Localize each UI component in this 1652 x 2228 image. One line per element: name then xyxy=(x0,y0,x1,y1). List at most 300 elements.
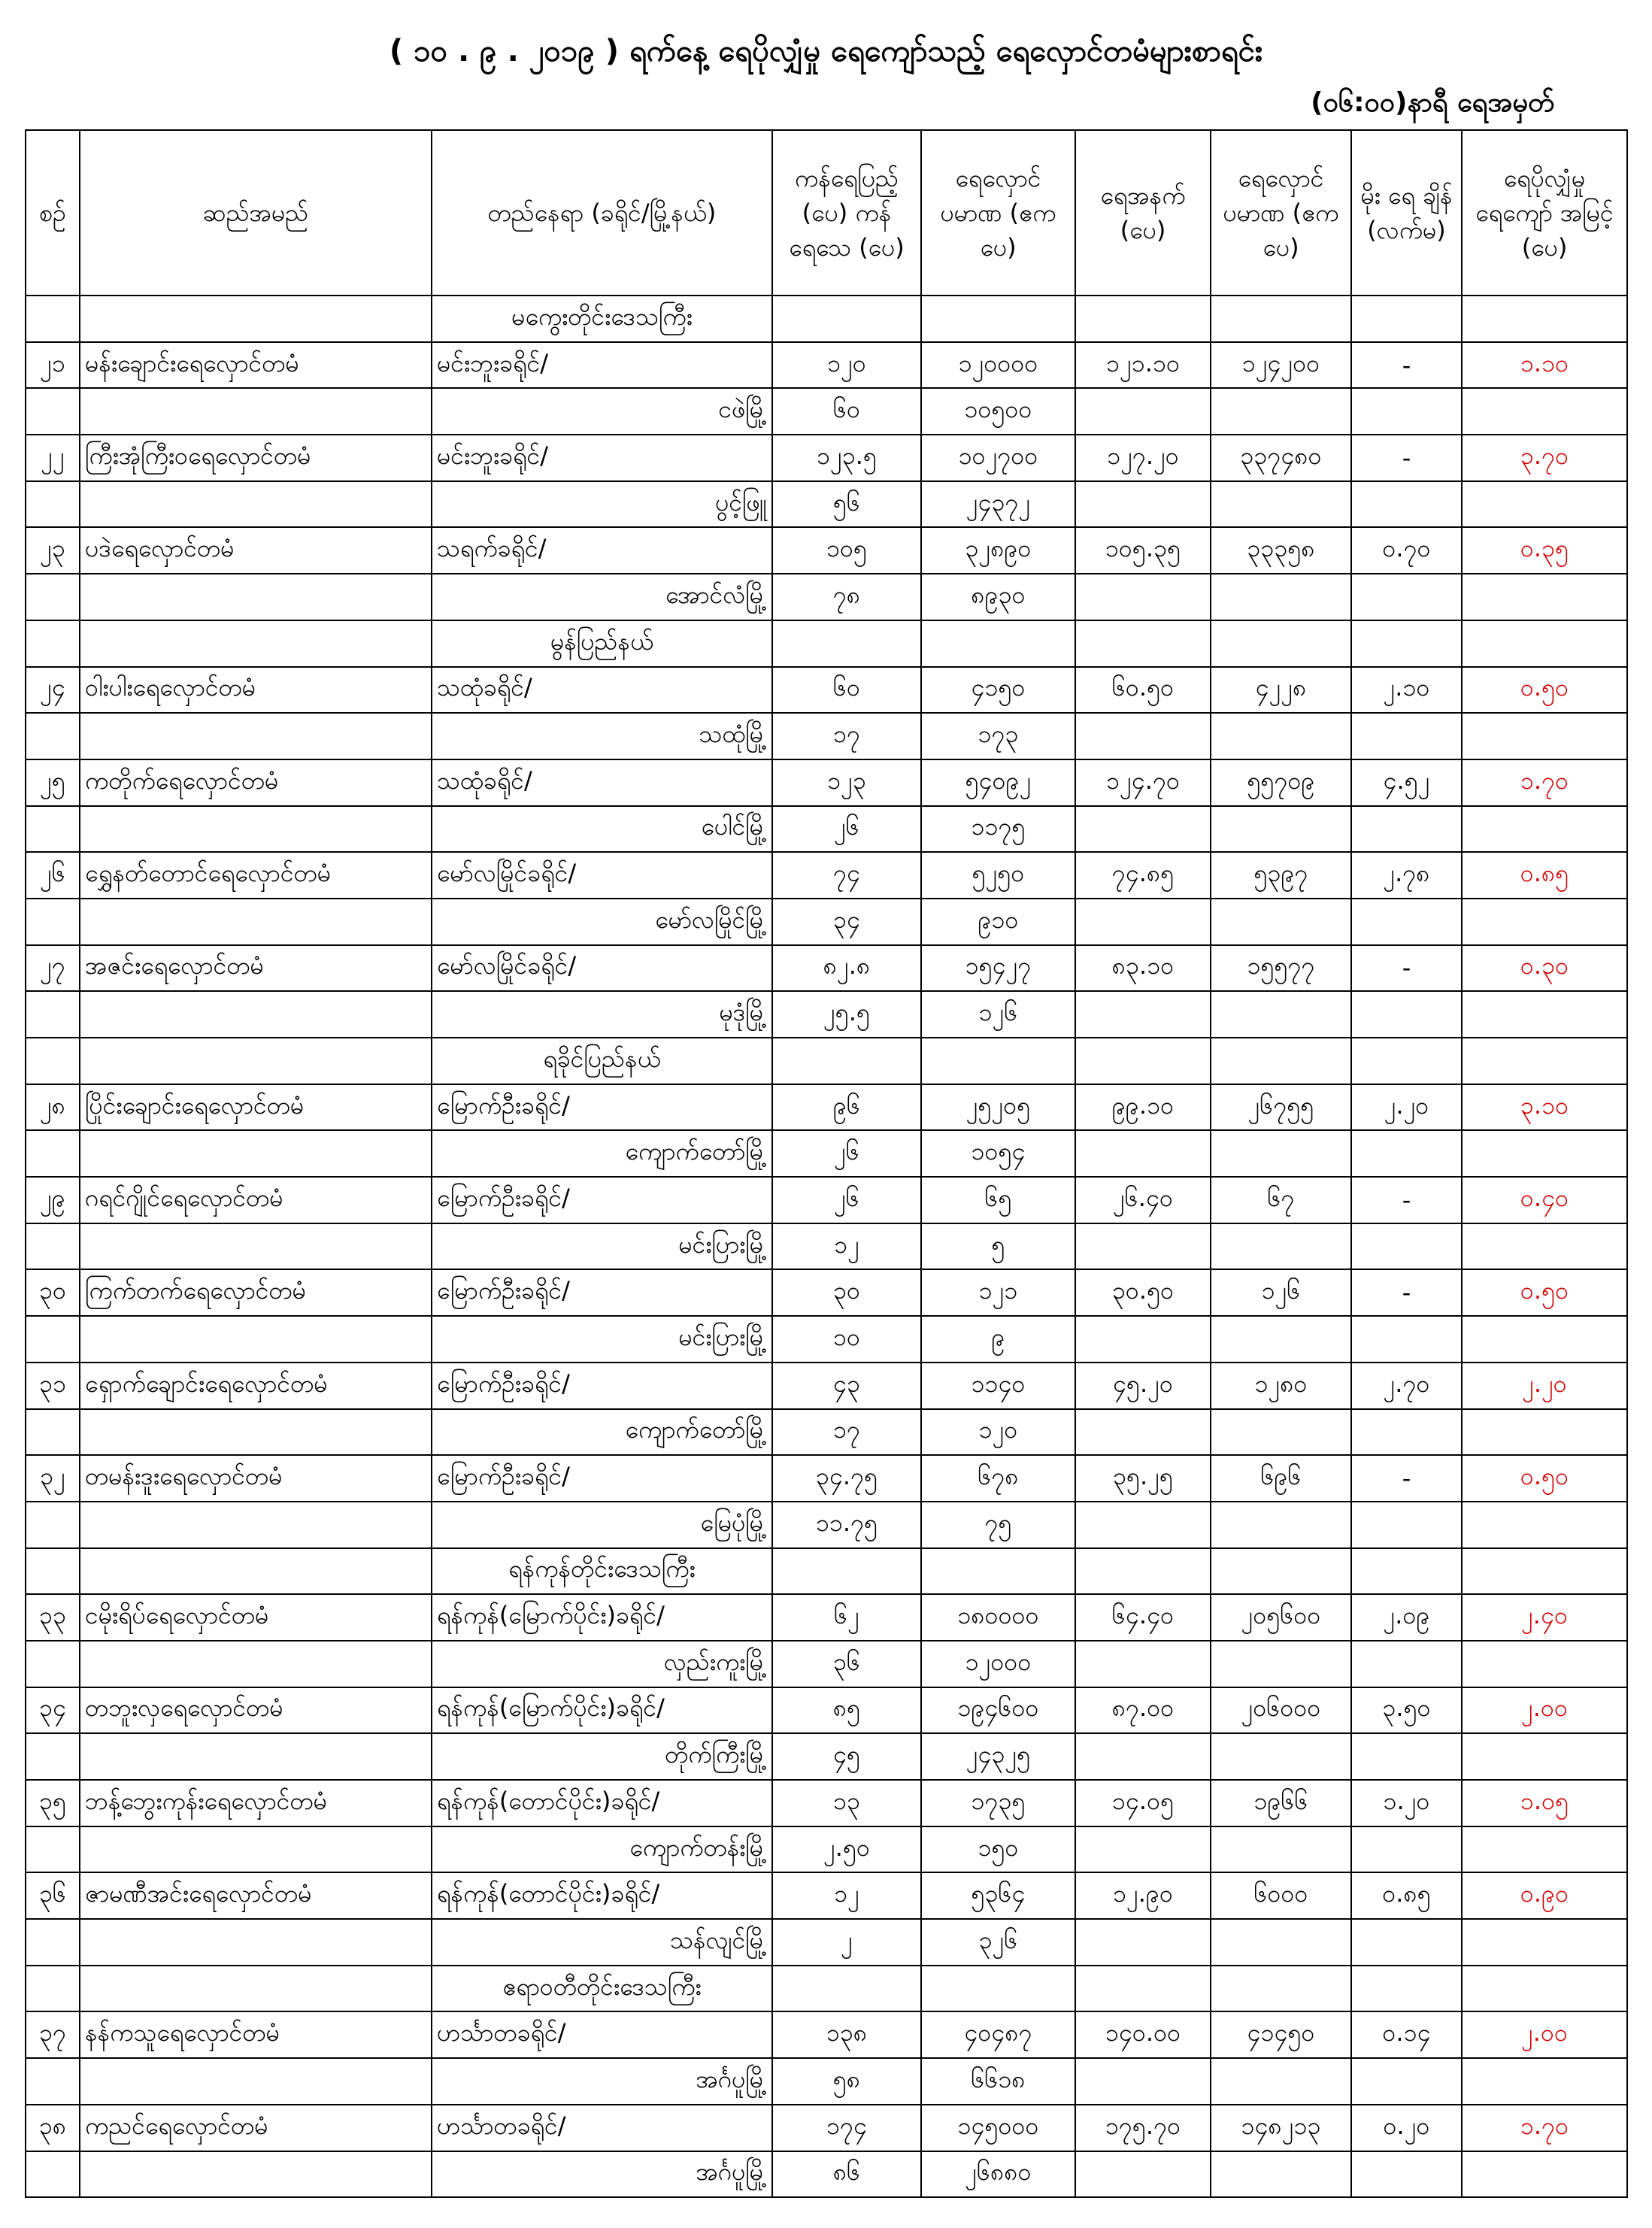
dead-level: ၁၇ xyxy=(772,713,921,759)
empty-cell xyxy=(1211,2151,1351,2198)
district: မင်းဘူးခရိုင်/ xyxy=(432,342,772,389)
full-level: ၇၄ xyxy=(772,852,921,899)
dead-storage: ၈၉၃၀ xyxy=(921,574,1075,620)
empty-cell xyxy=(1351,1316,1462,1363)
serial-number: ၂၇ xyxy=(26,945,80,992)
serial-number: ၃၀ xyxy=(26,1269,80,1316)
region-row xyxy=(26,620,1627,667)
table-subrow xyxy=(26,1502,1627,1548)
empty-cell xyxy=(1351,388,1462,435)
full-level: ၂၆ xyxy=(772,1177,921,1223)
empty-cell xyxy=(26,2151,80,2198)
table-header-row xyxy=(26,130,1627,296)
rainfall: ၂.၂၀ xyxy=(1351,1084,1462,1131)
empty-cell xyxy=(1075,1733,1211,1780)
empty-cell xyxy=(1462,481,1627,528)
current-storage: ၂၀၅၆၀၀ xyxy=(1211,1594,1351,1641)
storage-volume: ၁၄၅၀၀၀ xyxy=(921,2105,1075,2151)
serial-number: ၂၃ xyxy=(26,527,80,574)
district: သရက်ခရိုင်/ xyxy=(432,527,772,574)
empty-cell xyxy=(1462,2058,1627,2105)
empty-cell xyxy=(1351,574,1462,620)
township: အင်္ဂပူမြို့ xyxy=(432,2058,772,2105)
table-subrow xyxy=(26,713,1627,759)
region-row xyxy=(26,1966,1627,2012)
region-label: ဧရာဝတီတိုင်းဒေသကြီး xyxy=(432,1966,772,2012)
township: အင်္ဂပူမြို့ xyxy=(432,2151,772,2198)
table-row xyxy=(26,1455,1627,1502)
district: မြောက်ဦးခရိုင်/ xyxy=(432,1084,772,1131)
empty-cell xyxy=(26,1409,80,1456)
dam-name: ကညင်ရေလှောင်တမံ xyxy=(80,2105,432,2151)
table-row xyxy=(26,2105,1627,2151)
empty-cell xyxy=(1075,991,1211,1038)
table-subrow xyxy=(26,899,1627,945)
water-depth: ၁၄၀.၀၀ xyxy=(1075,2011,1211,2058)
dead-level: ၅၈ xyxy=(772,2058,921,2105)
current-storage: ၆၀၀၀ xyxy=(1211,1872,1351,1919)
table-row xyxy=(26,1872,1627,1919)
full-level: ၈၅ xyxy=(772,1687,921,1734)
empty-cell xyxy=(1075,620,1211,667)
empty-cell xyxy=(80,2151,432,2198)
serial-number: ၃၈ xyxy=(26,2105,80,2151)
district: ရန်ကုန်(တောင်ပိုင်း)ခရိုင်/ xyxy=(432,1780,772,1826)
dead-storage: ၁၂၆ xyxy=(921,991,1075,1038)
table-row xyxy=(26,527,1627,574)
water-depth: ၃၀.၅၀ xyxy=(1075,1269,1211,1316)
region-label: ရန်ကုန်တိုင်းဒေသကြီး xyxy=(432,1548,772,1595)
overflow-height: ၂.၀၀ xyxy=(1462,2011,1627,2058)
district: မင်းဘူးခရိုင်/ xyxy=(432,435,772,481)
water-depth: ၈၇.၀၀ xyxy=(1075,1687,1211,1734)
serial-number: ၃၅ xyxy=(26,1780,80,1826)
header-serial: စဉ် xyxy=(26,130,80,296)
empty-cell xyxy=(26,1316,80,1363)
header-full-level: ကန်ရေပြည့် (ပေ) ကန်ရေသေ (ပေ) xyxy=(772,130,921,296)
current-storage: ၁၄၈၂၁၃ xyxy=(1211,2105,1351,2151)
empty-cell xyxy=(1462,806,1627,853)
district: မြောက်ဦးခရိုင်/ xyxy=(432,1363,772,1409)
header-current-storage: ရေလှောင် ပမာဏ (ဧကပေ) xyxy=(1211,130,1351,296)
rainfall: ၂.၁၀ xyxy=(1351,667,1462,714)
empty-cell xyxy=(1462,1733,1627,1780)
current-storage: ၆၇ xyxy=(1211,1177,1351,1223)
empty-cell xyxy=(772,620,921,667)
empty-cell xyxy=(1462,1223,1627,1270)
rainfall: ၀.၂၀ xyxy=(1351,2105,1462,2151)
empty-cell xyxy=(26,1223,80,1270)
current-storage: ၂၆၇၅၅ xyxy=(1211,1084,1351,1131)
empty-cell xyxy=(921,1966,1075,2012)
full-level: ၁၇၄ xyxy=(772,2105,921,2151)
dead-storage: ၂၄၃၂၅ xyxy=(921,1733,1075,1780)
dead-level: ၂၅.၅ xyxy=(772,991,921,1038)
full-level: ၈၂.၈ xyxy=(772,945,921,992)
water-depth: ၁၂.၉၀ xyxy=(1075,1872,1211,1919)
township: မုဒုံမြို့ xyxy=(432,991,772,1038)
empty-cell xyxy=(80,1919,432,1966)
empty-cell xyxy=(80,1223,432,1270)
district: ဟင်္သာတခရိုင်/ xyxy=(432,2105,772,2151)
empty-cell xyxy=(26,481,80,528)
township: ငဖဲမြို့ xyxy=(432,388,772,435)
empty-cell xyxy=(1351,806,1462,853)
empty-cell xyxy=(1351,2058,1462,2105)
table-subrow xyxy=(26,1130,1627,1177)
serial-number: ၃၁ xyxy=(26,1363,80,1409)
dead-storage: ၁၅၀ xyxy=(921,1826,1075,1873)
dam-name: ဘန့်ဘွေးကုန်းရေလှောင်တမံ xyxy=(80,1780,432,1826)
rainfall: - xyxy=(1351,1455,1462,1502)
water-depth: ၁၄.၀၅ xyxy=(1075,1780,1211,1826)
empty-cell xyxy=(1462,1316,1627,1363)
overflow-height: ၁.၁၀ xyxy=(1462,342,1627,389)
overflow-height: ၀.၈၅ xyxy=(1462,852,1627,899)
rainfall: ၂.၇၀ xyxy=(1351,1363,1462,1409)
empty-cell xyxy=(1211,1826,1351,1873)
overflow-height: ၀.၄၀ xyxy=(1462,1177,1627,1223)
current-storage: ၅၅၇၀၉ xyxy=(1211,759,1351,806)
serial-number: ၂၅ xyxy=(26,759,80,806)
overflow-height: ၁.၇၀ xyxy=(1462,2105,1627,2151)
table-subrow xyxy=(26,574,1627,620)
empty-cell xyxy=(26,1038,80,1084)
table-subrow xyxy=(26,1641,1627,1687)
rainfall: - xyxy=(1351,435,1462,481)
empty-cell xyxy=(1075,574,1211,620)
region-label: မကွေးတိုင်းဒေသကြီး xyxy=(432,296,772,342)
storage-volume: ၆၅ xyxy=(921,1177,1075,1223)
empty-cell xyxy=(26,620,80,667)
region-row xyxy=(26,296,1627,342)
header-storage: ရေလှောင် ပမာဏ (ဧကပေ) xyxy=(921,130,1075,296)
empty-cell xyxy=(1211,574,1351,620)
rainfall: ၄.၅၂ xyxy=(1351,759,1462,806)
empty-cell xyxy=(1075,1641,1211,1687)
water-depth: ၉၉.၁၀ xyxy=(1075,1084,1211,1131)
storage-volume: ၄၀၄၈၇ xyxy=(921,2011,1075,2058)
table-subrow xyxy=(26,1316,1627,1363)
dam-name: ဇာမဏီအင်းရေလှောင်တမံ xyxy=(80,1872,432,1919)
empty-cell xyxy=(80,620,432,667)
overflow-height: ၀.၃၀ xyxy=(1462,945,1627,992)
dead-storage: ၅ xyxy=(921,1223,1075,1270)
table-row xyxy=(26,1084,1627,1131)
empty-cell xyxy=(26,1919,80,1966)
township: သထုံမြို့ xyxy=(432,713,772,759)
township: ကျောက်တန်းမြို့ xyxy=(432,1826,772,1873)
empty-cell xyxy=(1211,806,1351,853)
rainfall: ၀.၇၀ xyxy=(1351,527,1462,574)
township: မြေပုံမြို့ xyxy=(432,1502,772,1548)
dead-level: ၃၄ xyxy=(772,899,921,945)
dead-storage: ၁၇၃ xyxy=(921,713,1075,759)
empty-cell xyxy=(1211,991,1351,1038)
empty-cell xyxy=(1351,296,1462,342)
empty-cell xyxy=(1075,806,1211,853)
empty-cell xyxy=(26,1966,80,2012)
township: မော်လမြိုင်မြို့ xyxy=(432,899,772,945)
full-level: ၃၀ xyxy=(772,1269,921,1316)
storage-volume: ၁၁၄၀ xyxy=(921,1363,1075,1409)
dam-name: အဇင်းရေလှောင်တမံ xyxy=(80,945,432,992)
empty-cell xyxy=(1211,481,1351,528)
empty-cell xyxy=(1351,1966,1462,2012)
water-depth: ၁၂၁.၁၀ xyxy=(1075,342,1211,389)
empty-cell xyxy=(80,1548,432,1595)
page-title: ( ၁၀ . ၉ . ၂၀၁၉ ) ရက်နေ့ ရေပိုလျှံမှု ရေကျော်သည့် ရေလှောင်တမံများစာရင်း xyxy=(389,34,1263,68)
empty-cell xyxy=(1211,1919,1351,1966)
empty-cell xyxy=(1351,1548,1462,1595)
empty-cell xyxy=(26,2058,80,2105)
empty-cell xyxy=(1075,1919,1211,1966)
rainfall: ၃.၅၀ xyxy=(1351,1687,1462,1734)
water-depth: ၁၂၄.၇၀ xyxy=(1075,759,1211,806)
empty-cell xyxy=(1462,574,1627,620)
empty-cell xyxy=(1075,2151,1211,2198)
township: မင်းပြားမြို့ xyxy=(432,1316,772,1363)
header-overflow: ရေပိုလျှံမှု ရေကျော် အမြင့် (ပေ) xyxy=(1462,130,1627,296)
dead-storage: ၉၁၀ xyxy=(921,899,1075,945)
empty-cell xyxy=(772,296,921,342)
empty-cell xyxy=(26,1130,80,1177)
dead-level: ၂ xyxy=(772,1919,921,1966)
full-level: ၁၂၀ xyxy=(772,342,921,389)
dead-level: ၄၅ xyxy=(772,1733,921,1780)
overflow-height: ၁.၇၀ xyxy=(1462,759,1627,806)
overflow-height: ၀.၃၅ xyxy=(1462,527,1627,574)
dead-level: ၁၁.၇၅ xyxy=(772,1502,921,1548)
current-storage: ၃၃၇၄၈၀ xyxy=(1211,435,1351,481)
dam-name: မန်းချောင်းရေလှောင်တမံ xyxy=(80,342,432,389)
dead-storage: ၁၁၇၅ xyxy=(921,806,1075,853)
table-subrow xyxy=(26,1919,1627,1966)
dead-storage: ၁၂၀ xyxy=(921,1409,1075,1456)
district: မော်လမြိုင်ခရိုင်/ xyxy=(432,852,772,899)
empty-cell xyxy=(80,296,432,342)
rainfall: ၁.၂၀ xyxy=(1351,1780,1462,1826)
rainfall: ၀.၁၄ xyxy=(1351,2011,1462,2058)
empty-cell xyxy=(1351,899,1462,945)
empty-cell xyxy=(80,1316,432,1363)
dam-name: တမန်းဒူးရေလှောင်တမံ xyxy=(80,1455,432,1502)
storage-volume: ၁၂၁ xyxy=(921,1269,1075,1316)
table-row xyxy=(26,759,1627,806)
full-level: ၃၄.၇၅ xyxy=(772,1455,921,1502)
dead-level: ၇၈ xyxy=(772,574,921,620)
empty-cell xyxy=(26,388,80,435)
empty-cell xyxy=(26,806,80,853)
empty-cell xyxy=(1211,1316,1351,1363)
empty-cell xyxy=(80,1826,432,1873)
storage-volume: ၅၄၀၉၂ xyxy=(921,759,1075,806)
table-subrow xyxy=(26,991,1627,1038)
overflow-height: ၂.၂၀ xyxy=(1462,1363,1627,1409)
storage-volume: ၃၂၈၉၀ xyxy=(921,527,1075,574)
empty-cell xyxy=(1075,1223,1211,1270)
empty-cell xyxy=(80,899,432,945)
current-storage: ၁၅၅၇၇ xyxy=(1211,945,1351,992)
dead-storage: ၇၅ xyxy=(921,1502,1075,1548)
empty-cell xyxy=(80,1641,432,1687)
dead-storage: ၂၆၈၈၀ xyxy=(921,2151,1075,2198)
water-depth: ၆၄.၄၀ xyxy=(1075,1594,1211,1641)
rainfall: ၂.၇၈ xyxy=(1351,852,1462,899)
table-row xyxy=(26,1363,1627,1409)
township: ပေါင်မြို့ xyxy=(432,806,772,853)
dead-level: ၆၀ xyxy=(772,388,921,435)
empty-cell xyxy=(80,1502,432,1548)
dead-level: ၁၀ xyxy=(772,1316,921,1363)
dam-name: ရှောက်ချောင်းရေလှောင်တမံ xyxy=(80,1363,432,1409)
dead-storage: ၁၀၅၄ xyxy=(921,1130,1075,1177)
empty-cell xyxy=(80,574,432,620)
empty-cell xyxy=(1211,1641,1351,1687)
empty-cell xyxy=(1351,1733,1462,1780)
table-subrow xyxy=(26,1223,1627,1270)
empty-cell xyxy=(26,991,80,1038)
dam-name: ကတိုက်ရေလှောင်တမံ xyxy=(80,759,432,806)
empty-cell xyxy=(1075,1409,1211,1456)
empty-cell xyxy=(1462,2151,1627,2198)
township: ကျောက်တော်မြို့ xyxy=(432,1130,772,1177)
serial-number: ၃၇ xyxy=(26,2011,80,2058)
empty-cell xyxy=(1351,1641,1462,1687)
empty-cell xyxy=(1211,1223,1351,1270)
empty-cell xyxy=(26,296,80,342)
header-dam-name: ဆည်အမည် xyxy=(80,130,432,296)
full-level: ၁၂ xyxy=(772,1872,921,1919)
table-subrow xyxy=(26,1733,1627,1780)
empty-cell xyxy=(26,1641,80,1687)
empty-cell xyxy=(80,713,432,759)
empty-cell xyxy=(1075,1502,1211,1548)
storage-volume: ၄၁၅၀ xyxy=(921,667,1075,714)
dead-level: ၂၆ xyxy=(772,806,921,853)
district: မြောက်ဦးခရိုင်/ xyxy=(432,1455,772,1502)
empty-cell xyxy=(1462,1919,1627,1966)
region-label: ရခိုင်ပြည်နယ် xyxy=(432,1038,772,1084)
empty-cell xyxy=(1351,991,1462,1038)
serial-number: ၂၆ xyxy=(26,852,80,899)
storage-volume: ၁၂၀၀၀၀ xyxy=(921,342,1075,389)
serial-number: ၂၁ xyxy=(26,342,80,389)
table-row xyxy=(26,1780,1627,1826)
empty-cell xyxy=(1211,2058,1351,2105)
table-row xyxy=(26,1687,1627,1734)
current-storage: ၃၃၃၅၈ xyxy=(1211,527,1351,574)
empty-cell xyxy=(1462,1038,1627,1084)
empty-cell xyxy=(1462,1966,1627,2012)
storage-volume: ၁၇၃၅ xyxy=(921,1780,1075,1826)
table-row xyxy=(26,1594,1627,1641)
dead-storage: ၂၄၃၇၂ xyxy=(921,481,1075,528)
region-row xyxy=(26,1038,1627,1084)
empty-cell xyxy=(26,1826,80,1873)
empty-cell xyxy=(1075,1966,1211,2012)
empty-cell xyxy=(1075,899,1211,945)
overflow-height: ၀.၅၀ xyxy=(1462,667,1627,714)
empty-cell xyxy=(1211,620,1351,667)
empty-cell xyxy=(1075,1316,1211,1363)
rainfall: - xyxy=(1351,342,1462,389)
table-row xyxy=(26,2011,1627,2058)
table-subrow xyxy=(26,1826,1627,1873)
table-subrow xyxy=(26,481,1627,528)
reservoir-table xyxy=(25,129,1628,2198)
water-depth: ၁၂၇.၂၀ xyxy=(1075,435,1211,481)
empty-cell xyxy=(26,899,80,945)
township: သန်လျင်မြို့ xyxy=(432,1919,772,1966)
empty-cell xyxy=(1462,1548,1627,1595)
serial-number: ၂၉ xyxy=(26,1177,80,1223)
township: ကျောက်တော်မြို့ xyxy=(432,1409,772,1456)
empty-cell xyxy=(772,1038,921,1084)
township: တိုက်ကြီးမြို့ xyxy=(432,1733,772,1780)
empty-cell xyxy=(1462,296,1627,342)
district: မြောက်ဦးခရိုင်/ xyxy=(432,1269,772,1316)
empty-cell xyxy=(1462,713,1627,759)
table-row xyxy=(26,342,1627,389)
full-level: ၁၃၈ xyxy=(772,2011,921,2058)
table-row xyxy=(26,1177,1627,1223)
district: ရန်ကုန်(မြောက်ပိုင်း)ခရိုင်/ xyxy=(432,1687,772,1734)
empty-cell xyxy=(1351,481,1462,528)
empty-cell xyxy=(1211,296,1351,342)
serial-number: ၃၆ xyxy=(26,1872,80,1919)
empty-cell xyxy=(1075,1548,1211,1595)
empty-cell xyxy=(921,620,1075,667)
rainfall: ၀.၈၅ xyxy=(1351,1872,1462,1919)
empty-cell xyxy=(1211,1502,1351,1548)
empty-cell xyxy=(1351,1130,1462,1177)
table-subrow xyxy=(26,806,1627,853)
water-depth: ၈၃.၁၀ xyxy=(1075,945,1211,992)
empty-cell xyxy=(1211,1130,1351,1177)
empty-cell xyxy=(921,1548,1075,1595)
district: သထုံခရိုင်/ xyxy=(432,759,772,806)
empty-cell xyxy=(1462,1130,1627,1177)
dam-name: ဝါးပါးရေလှောင်တမံ xyxy=(80,667,432,714)
serial-number: ၂၄ xyxy=(26,667,80,714)
dead-level: ၂၆ xyxy=(772,1130,921,1177)
empty-cell xyxy=(80,1733,432,1780)
region-label: မွန်ပြည်နယ် xyxy=(432,620,772,667)
storage-volume: ၁၀၂၇၀၀ xyxy=(921,435,1075,481)
district: ဟင်္သာတခရိုင်/ xyxy=(432,2011,772,2058)
table-row xyxy=(26,945,1627,992)
water-depth: ၇၄.၈၅ xyxy=(1075,852,1211,899)
header-depth: ရေအနက် (ပေ) xyxy=(1075,130,1211,296)
empty-cell xyxy=(80,481,432,528)
empty-cell xyxy=(1462,1502,1627,1548)
empty-cell xyxy=(80,991,432,1038)
empty-cell xyxy=(1351,1223,1462,1270)
overflow-height: ၀.၅၀ xyxy=(1462,1455,1627,1502)
table-subrow xyxy=(26,2151,1627,2198)
empty-cell xyxy=(1075,713,1211,759)
dam-name: ငမိုးရိပ်ရေလှောင်တမံ xyxy=(80,1594,432,1641)
rainfall: - xyxy=(1351,1269,1462,1316)
overflow-height: ၂.၄၀ xyxy=(1462,1594,1627,1641)
dam-name: နန်ကသူရေလှောင်တမံ xyxy=(80,2011,432,2058)
empty-cell xyxy=(1211,1409,1351,1456)
empty-cell xyxy=(1075,1130,1211,1177)
storage-volume: ၆၇၈ xyxy=(921,1455,1075,1502)
dead-storage: ၆၆၁၈ xyxy=(921,2058,1075,2105)
empty-cell xyxy=(1075,388,1211,435)
